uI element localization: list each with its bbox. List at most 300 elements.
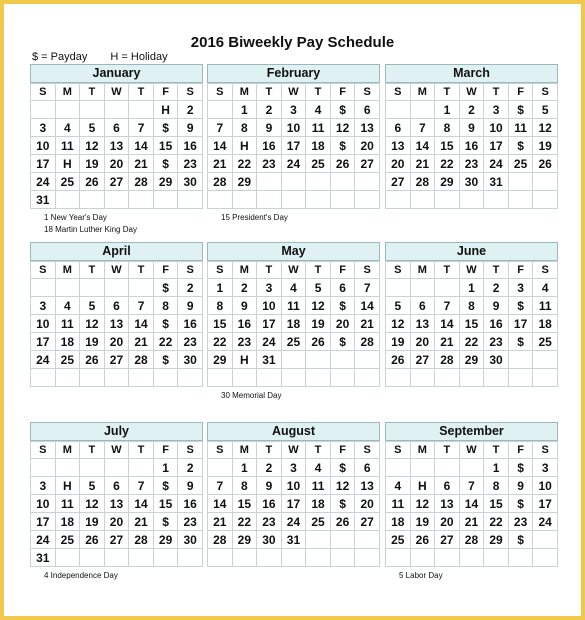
weekday-cell: M	[55, 262, 80, 279]
day-cell	[330, 549, 355, 567]
day-cell: 7	[129, 119, 154, 137]
holiday-notes	[30, 570, 203, 582]
weekday-row	[386, 84, 558, 101]
day-cell: 17	[484, 137, 509, 155]
weekday-cell: S	[533, 442, 558, 459]
day-cell: 11	[508, 119, 533, 137]
day-cell: 11	[386, 495, 411, 513]
day-cell	[435, 369, 460, 387]
day-cell	[80, 459, 105, 477]
day-cell	[80, 191, 105, 209]
week-row	[208, 191, 380, 209]
day-cell	[281, 549, 306, 567]
day-cell: 22	[484, 513, 509, 531]
day-cell	[104, 279, 129, 297]
day-cell: 22	[232, 155, 257, 173]
day-cell: 30	[257, 531, 282, 549]
week-row	[386, 173, 558, 191]
week-row	[386, 549, 558, 567]
day-cell: 29	[232, 531, 257, 549]
month-july	[30, 422, 203, 582]
day-cell: 20	[355, 137, 380, 155]
day-cell	[80, 279, 105, 297]
week-row	[208, 513, 380, 531]
weekday-row	[208, 262, 380, 279]
day-cell	[80, 369, 105, 387]
weekday-cell: W	[459, 262, 484, 279]
weekday-cell: S	[208, 84, 233, 101]
day-cell	[208, 191, 233, 209]
day-cell: 25	[306, 513, 331, 531]
day-cell: 23	[178, 333, 203, 351]
day-cell: 16	[257, 495, 282, 513]
day-cell	[104, 369, 129, 387]
weekday-row	[31, 442, 203, 459]
day-cell	[306, 351, 331, 369]
payday-cell: $	[153, 279, 178, 297]
day-cell	[281, 351, 306, 369]
day-cell: 4	[306, 459, 331, 477]
day-cell	[55, 549, 80, 567]
day-cell	[281, 173, 306, 191]
holiday-note: 15 President's Day	[221, 213, 288, 222]
payday-cell: $	[153, 477, 178, 495]
day-cell: 25	[281, 333, 306, 351]
week-row	[386, 531, 558, 549]
day-cell	[129, 369, 154, 387]
day-cell: 23	[257, 155, 282, 173]
day-cell: 30	[178, 173, 203, 191]
day-cell	[533, 549, 558, 567]
day-cell: 26	[306, 333, 331, 351]
day-cell: 19	[410, 513, 435, 531]
day-cell: 2	[178, 279, 203, 297]
month-june	[385, 242, 558, 387]
day-cell	[31, 459, 56, 477]
day-cell	[508, 369, 533, 387]
day-cell: 5	[533, 101, 558, 119]
day-cell	[533, 369, 558, 387]
day-cell: 20	[104, 513, 129, 531]
weekday-cell: T	[484, 442, 509, 459]
weekday-cell: F	[508, 84, 533, 101]
day-cell	[31, 101, 56, 119]
week-row	[31, 101, 203, 119]
day-cell	[410, 549, 435, 567]
day-cell: 14	[410, 137, 435, 155]
day-cell: 26	[533, 155, 558, 173]
day-cell: 21	[129, 513, 154, 531]
weekday-cell: T	[80, 442, 105, 459]
day-cell	[435, 459, 460, 477]
day-cell: 6	[410, 297, 435, 315]
day-cell	[129, 549, 154, 567]
weekday-cell: T	[129, 262, 154, 279]
day-cell: 23	[459, 155, 484, 173]
day-cell: 3	[281, 101, 306, 119]
weekday-cell: T	[80, 262, 105, 279]
day-cell: 23	[508, 513, 533, 531]
weekday-cell: F	[153, 84, 178, 101]
payday-cell: $	[508, 101, 533, 119]
weekday-cell: S	[386, 442, 411, 459]
day-cell	[129, 191, 154, 209]
day-cell: 19	[306, 315, 331, 333]
day-cell: 1	[484, 459, 509, 477]
day-cell: 21	[410, 155, 435, 173]
day-cell: 24	[533, 513, 558, 531]
day-cell	[533, 173, 558, 191]
day-cell: 5	[306, 279, 331, 297]
day-cell: 8	[232, 119, 257, 137]
day-cell: 4	[281, 279, 306, 297]
day-cell: 6	[435, 477, 460, 495]
day-cell: 21	[208, 513, 233, 531]
month-table	[207, 83, 380, 209]
day-cell	[55, 279, 80, 297]
day-cell	[533, 351, 558, 369]
holiday-note: 1 New Year's Day	[44, 213, 107, 222]
day-cell: 9	[178, 297, 203, 315]
day-cell: 18	[281, 315, 306, 333]
day-cell: 28	[435, 351, 460, 369]
day-cell: 12	[410, 495, 435, 513]
day-cell	[410, 279, 435, 297]
holiday-notes	[385, 570, 558, 582]
day-cell: 17	[31, 513, 56, 531]
day-cell	[306, 531, 331, 549]
weekday-cell: W	[281, 84, 306, 101]
day-cell: 19	[80, 155, 105, 173]
day-cell	[355, 549, 380, 567]
day-cell: 17	[31, 333, 56, 351]
day-cell: 26	[330, 155, 355, 173]
day-cell: 8	[208, 297, 233, 315]
week-row	[31, 155, 203, 173]
weekday-cell: T	[484, 84, 509, 101]
day-cell: 31	[31, 549, 56, 567]
payday-cell: $	[508, 333, 533, 351]
day-cell	[459, 549, 484, 567]
holiday-cell: H	[55, 477, 80, 495]
day-cell: 24	[281, 155, 306, 173]
day-cell	[129, 101, 154, 119]
month-september	[385, 422, 558, 582]
day-cell	[355, 531, 380, 549]
day-cell: 21	[435, 333, 460, 351]
day-cell: 4	[306, 101, 331, 119]
week-row	[386, 119, 558, 137]
weekday-cell: T	[435, 84, 460, 101]
holiday-cell: H	[232, 137, 257, 155]
day-cell: 26	[410, 531, 435, 549]
day-cell	[508, 191, 533, 209]
week-row	[208, 351, 380, 369]
month-february	[207, 64, 380, 224]
holiday-notes	[207, 390, 380, 402]
day-cell: 9	[178, 119, 203, 137]
day-cell: 2	[484, 279, 509, 297]
day-cell: 13	[355, 119, 380, 137]
month-april	[30, 242, 203, 387]
day-cell	[232, 369, 257, 387]
day-cell: 17	[508, 315, 533, 333]
day-cell	[386, 101, 411, 119]
day-cell: 25	[55, 173, 80, 191]
week-row	[386, 477, 558, 495]
day-cell: 10	[281, 119, 306, 137]
day-cell: 8	[435, 119, 460, 137]
weekday-cell: F	[153, 442, 178, 459]
day-cell	[104, 459, 129, 477]
day-cell: 17	[533, 495, 558, 513]
holiday-note: 4 Independence Day	[44, 571, 118, 580]
day-cell	[281, 191, 306, 209]
day-cell	[80, 549, 105, 567]
day-cell: 19	[80, 333, 105, 351]
day-cell: 21	[459, 513, 484, 531]
day-cell: 23	[178, 513, 203, 531]
week-row	[208, 369, 380, 387]
weekday-row	[208, 84, 380, 101]
day-cell: 28	[129, 173, 154, 191]
day-cell: 3	[484, 101, 509, 119]
day-cell: 1	[208, 279, 233, 297]
day-cell	[129, 279, 154, 297]
day-cell: 5	[386, 297, 411, 315]
month-table	[385, 441, 558, 567]
day-cell	[208, 101, 233, 119]
day-cell: 9	[459, 119, 484, 137]
day-cell	[232, 191, 257, 209]
weekday-cell: S	[31, 84, 56, 101]
day-cell: 27	[386, 173, 411, 191]
day-cell	[80, 101, 105, 119]
day-cell: 18	[306, 137, 331, 155]
day-cell	[435, 549, 460, 567]
day-cell: 26	[80, 173, 105, 191]
payday-cell: $	[508, 297, 533, 315]
week-row	[208, 459, 380, 477]
weekday-cell: T	[435, 442, 460, 459]
day-cell: 25	[55, 531, 80, 549]
day-cell: 3	[31, 297, 56, 315]
holiday-note: 5 Labor Day	[399, 571, 443, 580]
day-cell: 23	[232, 333, 257, 351]
day-cell: 2	[459, 101, 484, 119]
day-cell: 7	[410, 119, 435, 137]
day-cell	[330, 173, 355, 191]
day-cell: 16	[178, 315, 203, 333]
day-cell: 2	[178, 459, 203, 477]
payday-cell: $	[330, 459, 355, 477]
day-cell: 4	[55, 119, 80, 137]
week-row	[208, 173, 380, 191]
day-cell	[281, 369, 306, 387]
day-cell: 9	[257, 119, 282, 137]
day-cell: 13	[410, 315, 435, 333]
weekday-cell: S	[208, 442, 233, 459]
day-cell: 9	[257, 477, 282, 495]
day-cell	[208, 549, 233, 567]
day-cell: 2	[257, 101, 282, 119]
weekday-cell: F	[508, 262, 533, 279]
day-cell: 4	[386, 477, 411, 495]
month-table	[385, 261, 558, 387]
day-cell: 31	[484, 173, 509, 191]
weekday-cell: F	[330, 262, 355, 279]
day-cell: 18	[55, 333, 80, 351]
day-cell	[306, 549, 331, 567]
day-cell: 13	[104, 495, 129, 513]
day-cell	[178, 549, 203, 567]
week-row	[386, 155, 558, 173]
day-cell: 12	[80, 495, 105, 513]
day-cell	[55, 459, 80, 477]
day-cell: 1	[459, 279, 484, 297]
week-row	[208, 155, 380, 173]
weekday-cell: S	[386, 262, 411, 279]
day-cell: 29	[153, 531, 178, 549]
month-table	[30, 441, 203, 567]
day-cell: 21	[355, 315, 380, 333]
day-cell	[31, 369, 56, 387]
day-cell: 19	[386, 333, 411, 351]
holiday-notes	[30, 212, 203, 236]
week-row	[31, 495, 203, 513]
day-cell: 1	[153, 459, 178, 477]
month-header: January	[30, 64, 203, 83]
week-row	[208, 495, 380, 513]
day-cell	[533, 191, 558, 209]
day-cell: 10	[484, 119, 509, 137]
payday-cell: $	[508, 137, 533, 155]
month-table	[207, 261, 380, 387]
week-row	[31, 137, 203, 155]
day-cell	[208, 459, 233, 477]
week-row	[386, 191, 558, 209]
day-cell: 12	[306, 297, 331, 315]
day-cell	[330, 369, 355, 387]
weekday-cell: T	[306, 442, 331, 459]
holiday-cell: H	[232, 351, 257, 369]
week-row	[31, 549, 203, 567]
day-cell: 27	[104, 531, 129, 549]
weekday-row	[386, 262, 558, 279]
week-row	[386, 137, 558, 155]
month-header: February	[207, 64, 380, 83]
weekday-cell: W	[281, 262, 306, 279]
day-cell: 18	[386, 513, 411, 531]
weekday-cell: S	[355, 84, 380, 101]
day-cell: 6	[386, 119, 411, 137]
day-cell: 17	[281, 495, 306, 513]
day-cell: 31	[281, 531, 306, 549]
day-cell: 16	[459, 137, 484, 155]
month-header: July	[30, 422, 203, 441]
day-cell	[153, 369, 178, 387]
day-cell: 3	[31, 477, 56, 495]
weekday-cell: W	[104, 442, 129, 459]
week-row	[31, 119, 203, 137]
day-cell: 3	[31, 119, 56, 137]
weekday-cell: S	[178, 84, 203, 101]
day-cell: 18	[55, 513, 80, 531]
day-cell: 13	[104, 137, 129, 155]
day-cell	[257, 191, 282, 209]
day-cell: 9	[508, 477, 533, 495]
day-cell: 13	[386, 137, 411, 155]
day-cell: 29	[435, 173, 460, 191]
day-cell: 13	[104, 315, 129, 333]
day-cell: 27	[355, 513, 380, 531]
day-cell: 26	[80, 531, 105, 549]
legend-holiday: H = Holiday	[110, 51, 168, 63]
day-cell: 6	[104, 297, 129, 315]
week-row	[386, 369, 558, 387]
day-cell	[410, 101, 435, 119]
day-cell: 13	[355, 477, 380, 495]
month-header: June	[385, 242, 558, 261]
day-cell: 25	[386, 531, 411, 549]
day-cell	[386, 549, 411, 567]
day-cell: 12	[386, 315, 411, 333]
payday-cell: $	[330, 333, 355, 351]
day-cell: 10	[533, 477, 558, 495]
day-cell	[435, 279, 460, 297]
day-cell: 5	[80, 119, 105, 137]
day-cell	[306, 191, 331, 209]
week-row	[208, 315, 380, 333]
day-cell: 25	[533, 333, 558, 351]
day-cell: 16	[257, 137, 282, 155]
legend	[32, 51, 188, 63]
day-cell: 19	[80, 513, 105, 531]
day-cell: 11	[281, 297, 306, 315]
day-cell	[459, 459, 484, 477]
day-cell: 6	[330, 279, 355, 297]
day-cell: 1	[232, 101, 257, 119]
day-cell: 30	[484, 351, 509, 369]
weekday-cell: S	[533, 262, 558, 279]
day-cell: 11	[55, 137, 80, 155]
payday-cell: $	[508, 495, 533, 513]
day-cell: 27	[355, 155, 380, 173]
day-cell	[410, 369, 435, 387]
week-row	[31, 459, 203, 477]
week-row	[208, 333, 380, 351]
day-cell: 7	[459, 477, 484, 495]
weekday-cell: M	[410, 262, 435, 279]
day-cell: 30	[178, 351, 203, 369]
weekday-cell: W	[281, 442, 306, 459]
day-cell: 26	[386, 351, 411, 369]
weekday-cell: M	[232, 84, 257, 101]
weekday-cell: S	[31, 262, 56, 279]
day-cell: 15	[153, 495, 178, 513]
day-cell	[178, 369, 203, 387]
day-cell	[355, 369, 380, 387]
day-cell: 29	[459, 351, 484, 369]
weekday-cell: T	[257, 262, 282, 279]
day-cell: 1	[435, 101, 460, 119]
payday-cell: $	[330, 495, 355, 513]
day-cell: 20	[435, 513, 460, 531]
day-cell: 29	[484, 531, 509, 549]
weekday-cell: S	[208, 262, 233, 279]
day-cell: 14	[208, 495, 233, 513]
payday-cell: $	[330, 297, 355, 315]
